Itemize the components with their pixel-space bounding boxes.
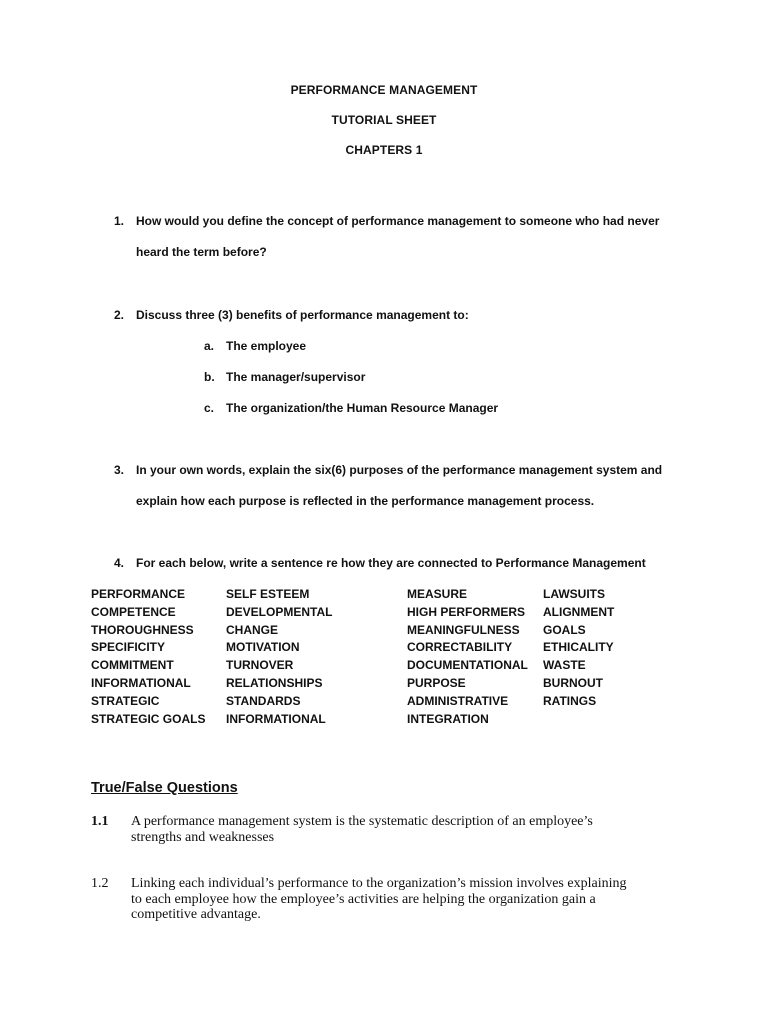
term: ALIGNMENT [543, 604, 615, 619]
question-2-sub-a-text: The employee [226, 339, 307, 353]
question-2-sub-a-letter: a. [204, 339, 215, 353]
term: CORRECTABILITY [407, 640, 513, 655]
term: PURPOSE [407, 675, 466, 690]
term: BURNOUT [543, 675, 603, 690]
chapter-label: CHAPTERS 1 [345, 143, 423, 157]
term: MOTIVATION [226, 640, 300, 655]
tf-item-1-line-1: A performance management system is the systematic description of an employee’s [131, 814, 593, 829]
tf-item-2-line-1: Linking each individual’s performance to the organization’s mission involves explaining [131, 876, 627, 891]
question-1-line-1: How would you define the concept of performance management to someone who had never [136, 214, 660, 228]
term: STRATEGIC [91, 693, 160, 708]
question-2-sub-b-text: The manager/supervisor [226, 370, 366, 384]
term: GOALS [543, 622, 586, 637]
question-1-line-2: heard the term before? [136, 245, 267, 259]
term: COMMITMENT [91, 658, 174, 673]
tf-item-2-text [131, 876, 691, 923]
terms-column-3 [407, 586, 528, 728]
term: SPECIFICITY [91, 640, 166, 655]
term: RATINGS [543, 693, 597, 708]
question-3-line-1: In your own words, explain the six(6) purposes of the performance management system and [136, 463, 663, 477]
question-4-line-1: For each below, write a sentence re how they are connected to Performance Management [136, 556, 646, 570]
term: LAWSUITS [543, 587, 605, 601]
term: ETHICALITY [543, 640, 614, 655]
tf-item-1-number: 1.1 [91, 814, 109, 829]
term: STANDARDS [226, 693, 301, 708]
term: HIGH PERFORMERS [407, 604, 526, 619]
term: ADMINISTRATIVE [407, 693, 509, 708]
term: RELATIONSHIPS [226, 675, 323, 690]
term: TURNOVER [226, 658, 294, 673]
tf-item-2-line-2: to each employee how the employee’s activities are helping the organization gain a [131, 891, 596, 907]
question-2-sub-c-letter: c. [204, 401, 215, 415]
term: INTEGRATION [407, 711, 489, 726]
term: DEVELOPMENTAL [226, 604, 333, 619]
term: CHANGE [226, 622, 279, 637]
question-2-sub-b-letter: b. [204, 370, 215, 384]
terms-column-2 [226, 586, 332, 728]
term: MEANINGFULNESS [407, 622, 520, 637]
term: DOCUMENTATIONAL [407, 658, 528, 673]
term: STRATEGIC GOALS [91, 711, 206, 726]
term: COMPETENCE [91, 604, 176, 619]
tf-item-1-text [131, 814, 691, 845]
term: PERFORMANCE [91, 587, 186, 601]
terms-column-1 [91, 586, 205, 728]
term: WASTE [543, 658, 586, 673]
tf-item-2-number: 1.2 [91, 876, 109, 891]
term: THOROUGHNESS [91, 622, 194, 637]
question-3-line-2: explain how each purpose is reflected in the performance management process. [136, 494, 595, 508]
question-2-line-1: Discuss three (3) benefits of performance management to: [136, 308, 469, 322]
question-4-number: 4. [114, 556, 125, 570]
document-subtitle: TUTORIAL SHEET [331, 113, 437, 127]
term: MEASURE [407, 587, 468, 601]
question-2-sub-c-text: The organization/the Human Resource Manager [226, 401, 499, 415]
terms-column-4 [543, 586, 614, 711]
tf-item-2-line-3: competitive advantage. [131, 907, 261, 922]
document-title: PERFORMANCE MANAGEMENT [290, 83, 478, 97]
question-2-number: 2. [114, 308, 125, 322]
true-false-heading: True/False Questions [91, 780, 238, 796]
tf-item-1-line-2: strengths and weaknesses [131, 829, 275, 845]
term: INFORMATIONAL [226, 711, 326, 726]
question-3-number: 3. [114, 463, 125, 477]
term: INFORMATIONAL [91, 675, 191, 690]
term: SELF ESTEEM [226, 587, 310, 601]
question-1-number: 1. [114, 214, 125, 228]
